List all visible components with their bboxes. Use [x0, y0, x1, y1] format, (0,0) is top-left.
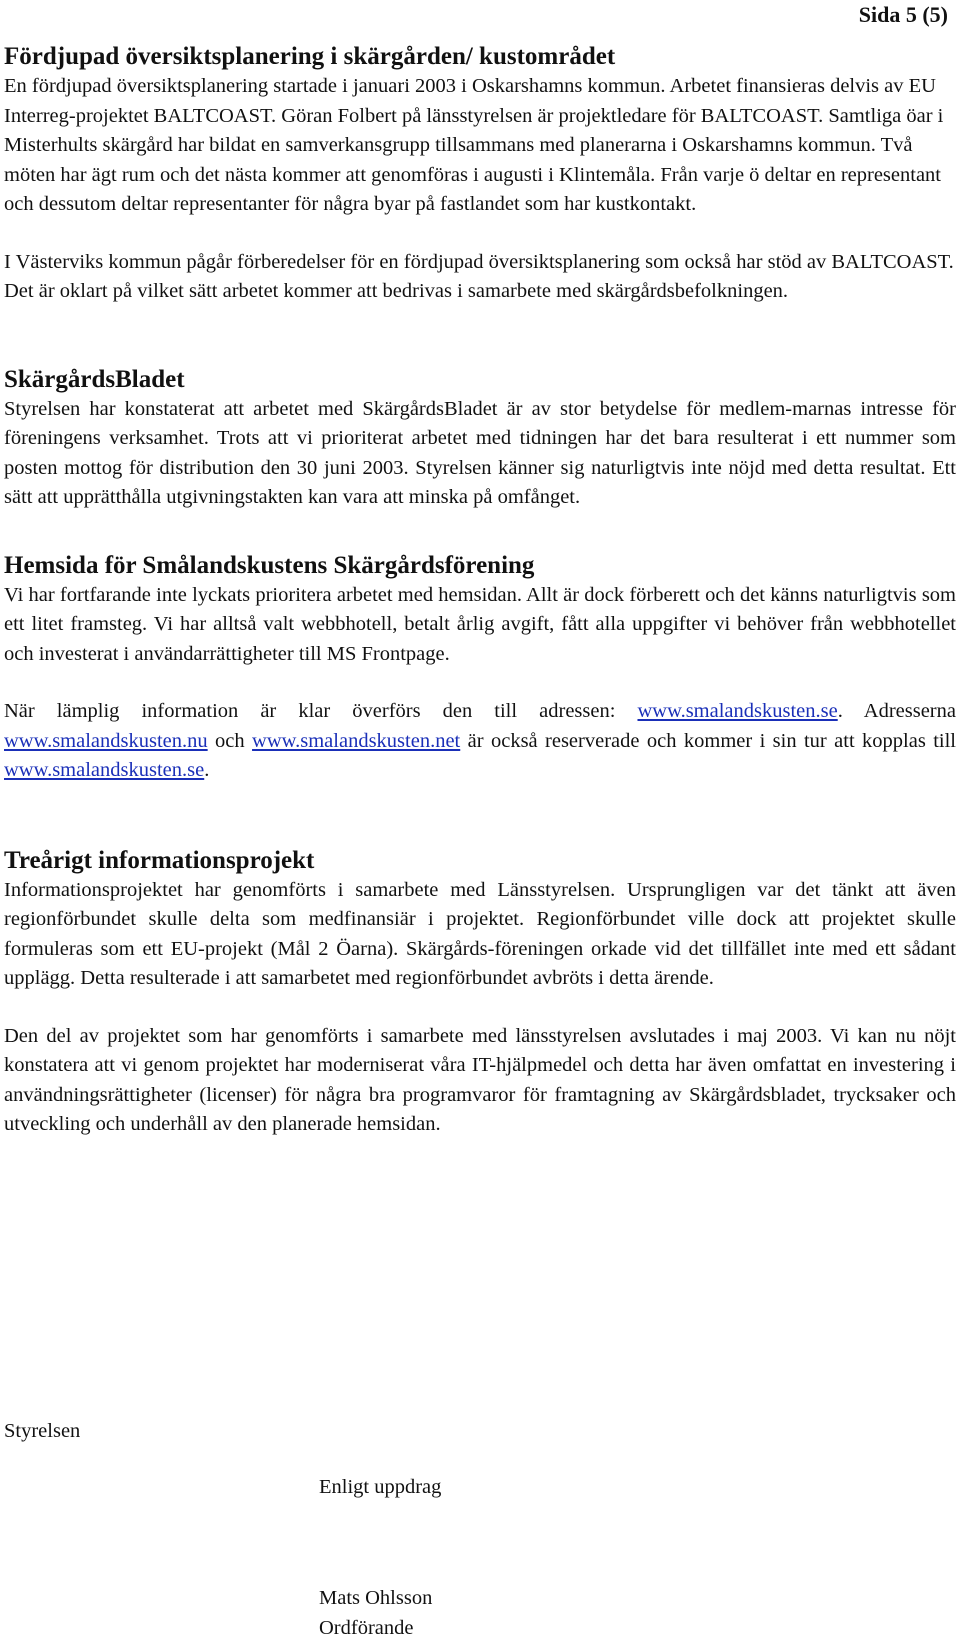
- heading-skargardsbladet: SkärgårdsBladet: [4, 365, 185, 393]
- text-segment: .: [204, 759, 210, 781]
- heading-oversiktsplanering: Fördjupad översiktsplanering i skärgården/ kustområdet: [4, 43, 616, 70]
- link-smalandskusten-se[interactable]: www.smalandskusten.se: [637, 700, 838, 722]
- link-smalandskusten-se-2[interactable]: www.smalandskusten.se: [4, 759, 205, 781]
- signature-from: Styrelsen: [4, 1420, 81, 1442]
- signature-name: Mats Ohlsson: [319, 1587, 433, 1609]
- signature-title: Ordförande: [319, 1616, 414, 1639]
- text-segment: och: [207, 729, 253, 752]
- paragraph-oversiktsplanering-2: I Västerviks kommun pågår förberedelser för en fördjupad översiktsplanering som också har stöd av BALTCOAST. Det är oklart på vilket sätt arbetet kommer att bedrivas i samarbete med skärgårdsbefolkningen.: [4, 250, 954, 302]
- signature-name-title: [319, 1584, 432, 1643]
- paragraph-informationsprojekt-2: Den del av projektet som har genomförts i samarbete med länsstyrelsen avslutades i maj 2003. Vi kan nu nöjt konstatera att vi genom projektet har moderniserat våra IT-hjälpmedel och detta har även omfattat en investering i användningsrättigheter (licenser) för några bra programvaror för framtagning av Skärgårdsbladet, trycksaker och utveckling och underhåll av den planerade hemsidan.: [4, 1024, 956, 1135]
- heading-informationsprojekt: Treårigt informationsprojekt: [4, 846, 315, 874]
- paragraph-oversiktsplanering-1: En fördjupad översiktsplanering startade i januari 2003 i Oskarshamns kommun. Arbetet finansieras delvis av EU Interreg-projektet BALTCOAST. Göran Folbert på länsstyrelsen är projektledare för BALTCOAST. Samtliga öar i Misterhults skärgård har bildat en samverkansgrupp tillsammans med planerarna i Oskarshamns kommun. Två möten har ägt rum och det nästa kommer att genomföras i augusti i Klintemåla. Från varje ö deltar en representant och dessutom deltar representanter för några byar på fastlandet som har kustkontakt.: [4, 75, 944, 215]
- paragraph-hemsida-2: [4, 697, 956, 786]
- text-segment: . Adresserna: [837, 700, 956, 722]
- paragraph-hemsida-1: Vi har fortfarande inte lyckats prioritera arbetet med hemsidan. Allt är dock förberett och det känns naturligtvis som ett litet framsteg. Vi har alltså valt webbhotell, betalt årlig avgift, fått alla uppgifter vi behöver från webbhotellet och investerat i användarrättigheter till MS Frontpage.: [4, 583, 956, 665]
- signature-mandate: Enligt uppdrag: [319, 1476, 442, 1498]
- document-body: [4, 42, 956, 1140]
- text-segment: är också reserverade och kommer i sin tur att kopplas till: [460, 729, 956, 752]
- paragraph-skargardsbladet: Styrelsen har konstaterat att arbetet med SkärgårdsBladet är av stor betydelse för medlem-marnas intresse för föreningens verksamhet. Trots att vi prioriterat arbetet med tidningen har det bara resulterat i ett nummer som posten mottog för distribution den 30 juni 2003. Styrelsen känner sig naturligtvis inte nöjd med detta resultat. Ett sätt att upprätthålla utgivningstakten kan vara att minska på omfånget.: [4, 397, 956, 508]
- text-segment: När lämplig information är klar överförs den till adressen:: [4, 700, 638, 722]
- paragraph-informationsprojekt-1: Informationsprojektet har genomförts i samarbete med Länsstyrelsen. Ursprungligen var det tänkt att även regionförbundet skulle delta som medfinansiär i projektet. Regionförbundet ville dock att projektet skulle formuleras som ett EU-projekt (Mål 2 Öarna). Skärgårds-föreningen orkade vid det tillfället inte med ett sådant upplägg. Detta resulterade i att samarbetet med regionförbundet avbröts i detta ärende.: [4, 878, 956, 989]
- page-number: Sida 5 (5): [858, 2, 948, 27]
- link-smalandskusten-nu[interactable]: www.smalandskusten.nu: [4, 729, 208, 752]
- link-smalandskusten-net[interactable]: www.smalandskusten.net: [252, 729, 461, 752]
- heading-hemsida: Hemsida för Smålandskustens Skärgårdsförening: [4, 551, 535, 579]
